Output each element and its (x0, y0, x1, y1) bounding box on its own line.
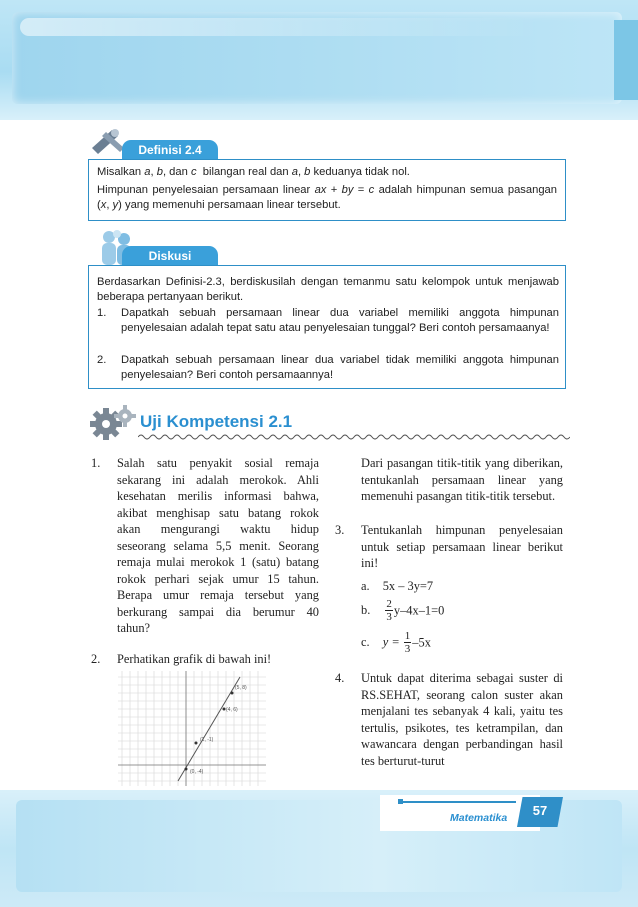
question-3b-equation: y–4x–1=0 (393, 603, 445, 618)
coordinate-graph (118, 671, 266, 786)
question-4 (335, 670, 563, 769)
question-3-text: Tentukanlah himpunan penyelesaian untuk setiap persamaan linear berikut ini! (361, 523, 563, 570)
question-3c-fraction: $\frac{1}{3}$ (404, 630, 411, 655)
label-1-neg1: (1, -1) (200, 737, 214, 743)
question-2-continued: Dari pasangan titik-titik yang diberikan, tentukanlah persamaan linear yang memenuhi pasangan titik-titik tersebut. (361, 456, 563, 503)
header-band-notch (614, 20, 638, 100)
diskusi-box (88, 265, 566, 389)
question-3b (361, 598, 563, 623)
question-3c-lhs: y = (382, 635, 400, 650)
question-3 (335, 522, 563, 572)
header-band-sheen (20, 18, 540, 36)
label-5-8: (5, 8) (235, 685, 247, 691)
question-3-number: 3. (335, 523, 345, 537)
diskusi-item-1-num: 1. (97, 307, 107, 319)
diskusi-intro: Berdasarkan Definisi-2.3, berdiskusilah dengan temanmu satu kelompok untuk menjawab beberapa pertanyaan berikut. (97, 276, 559, 303)
diskusi-item-2-num: 2. (97, 354, 107, 366)
question-4-number: 4. (335, 671, 345, 685)
point-0-neg4 (185, 768, 188, 771)
label-0-neg4: (0, -4) (190, 769, 204, 775)
definisi-box (88, 159, 566, 221)
footer-rule (402, 801, 516, 803)
question-3b-fraction: $\frac{2}{3}$ (386, 598, 392, 623)
diskusi-item-1-text: Dapatkah sebuah persamaan linear dua variabel memiliki anggota himpunan penyelesaian adalah tepat satu atau penyelesaian tunggal? Beri contoh persamaanya! (121, 307, 559, 334)
gear-icon (88, 402, 138, 444)
label-4-6: (4, 6) (226, 707, 238, 713)
point-5-8 (231, 692, 234, 695)
question-3a-equation: 5x – 3y=7 (382, 579, 434, 593)
wavy-divider (138, 430, 570, 442)
diskusi-tag: Diskusi (122, 246, 218, 266)
diskusi-item-2-text: Dapatkah sebuah persamaan linear dua variabel tidak memiliki anggota himpunan penyelesaian? Beri contoh persamaannya! (121, 354, 559, 381)
footer-subject: Matematika (450, 812, 508, 824)
question-3c-label: c. (361, 635, 370, 650)
question-3a (361, 578, 563, 595)
question-3a-label: a. (361, 579, 370, 593)
question-1 (91, 455, 319, 637)
question-3b-label: b. (361, 603, 371, 618)
question-2 (91, 651, 319, 668)
definisi-line-1: Misalkan a, b, dan c bilangan real dan a, b keduanya tidak nol. (97, 166, 410, 178)
question-1-text: Salah satu penyakit sosial remaja sekarang ini adalah merokok. Ahli kesehatan merilis informasi bahwa, akibat menghisap satu batang rokok akan mengurangi waktu hidup seseorang selama 5,5 menit. Seorang remaja mulai merokok 1 (satu) batang rokok perhari sejak umur 15 tahun. Berapa umur remaja tersebut yang berkurang sampai dia berumur 40 tahun? (117, 456, 319, 635)
point-1-neg1 (195, 742, 198, 745)
page-number: 57 (532, 803, 548, 818)
definisi-tag: Definisi 2.4 (122, 140, 218, 160)
question-1-number: 1. (91, 456, 101, 470)
question-3c-rhs: –5x (412, 635, 431, 650)
footer-rule-marker (398, 799, 403, 804)
question-2-text: Perhatikan grafik di bawah ini! (117, 652, 272, 666)
uji-kompetensi-title: Uji Kompetensi 2.1 (140, 412, 293, 431)
diskusi-item-2 (97, 353, 559, 383)
question-4-text: Untuk dapat diterima sebagai suster di RS.SEHAT, seorang calon suster akan menjalani tes sebanyak 4 kali, yaitu tes tertulis, psikotes, tes ketrampilan, dan wawancara dengan perbandingan hasil tes berturut-turut (361, 671, 563, 768)
definisi-line-2: Himpunan penyelesaian persamaan linear ax + by = c adalah himpunan semua pasangan (x, y) yang memenuhi persamaan linear tersebut. (97, 184, 558, 211)
question-3c (361, 630, 563, 655)
graph-svg (118, 671, 266, 786)
diskusi-item-1 (97, 306, 559, 336)
question-2-number: 2. (91, 652, 101, 666)
